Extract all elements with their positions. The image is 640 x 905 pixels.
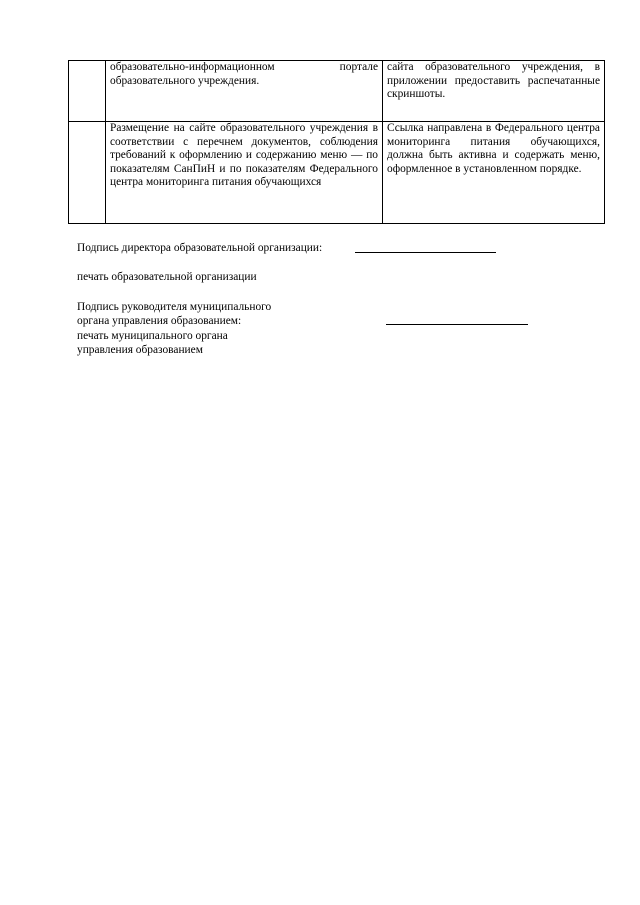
director-signature-label: Подпись директора образовательной организации: (77, 242, 323, 254)
requirement-cell: образовательно-информационном портале образовательного учреждения. (106, 61, 383, 122)
table-row (69, 61, 605, 122)
municipal-stamp-label-line2: управления образованием (77, 344, 203, 356)
row-number-cell (69, 61, 106, 122)
criteria-table (68, 60, 605, 224)
table-row (69, 122, 605, 224)
director-signature-line (355, 252, 496, 253)
row-number-cell (69, 122, 106, 224)
municipal-signature-label-line1: Подпись руководителя муниципального (77, 301, 272, 313)
municipal-signature-label-line2: органа управления образованием: (77, 315, 242, 327)
director-stamp-label: печать образовательной организации (77, 271, 257, 283)
result-cell: сайта образовательного учреждения, в приложении предоставить распечатанные скриншоты. (383, 61, 605, 122)
municipal-signature-line (386, 324, 528, 325)
result-cell: Ссылка направлена в Федерального центра мониторинга питания обучающихся, должна быть активна и содержать меню, оформленное в установленном порядке. (383, 122, 605, 224)
municipal-stamp-label-line1: печать муниципального органа (77, 330, 228, 342)
requirement-cell: Размещение на сайте образовательного учреждения в соответствии с перечнем документов, соблюдения требований к оформлению и содержанию меню — по показателям СанПиН и по показателям Федерального центра мониторинга питания обучающихся (106, 122, 383, 224)
